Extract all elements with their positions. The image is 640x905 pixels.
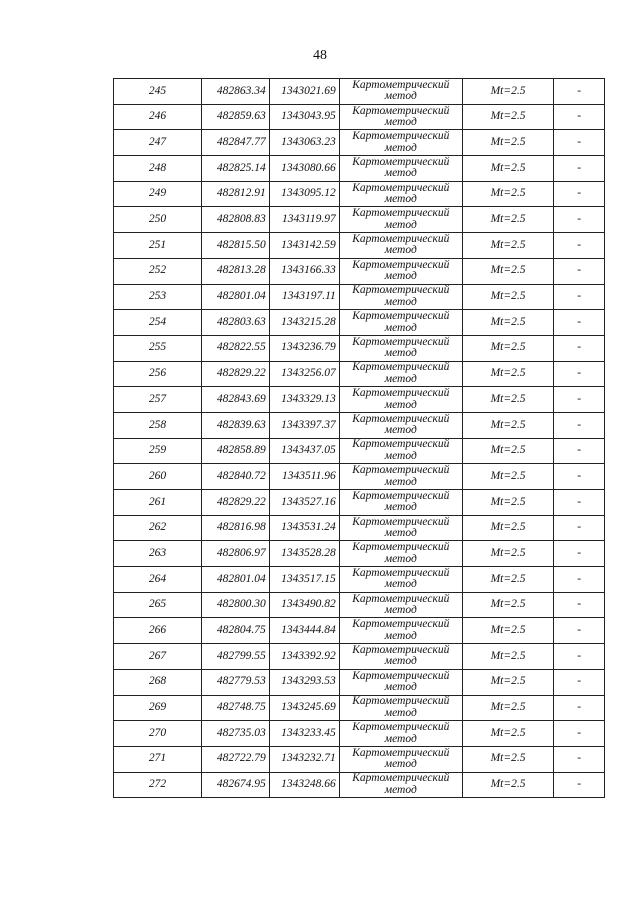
point-number-cell: 264 — [114, 567, 202, 593]
table-row — [114, 335, 605, 361]
method-line-2: метод — [384, 578, 417, 591]
y-coordinate-cell: 1343080.66 — [269, 156, 339, 182]
accuracy-cell: Mt=2.5 — [462, 515, 554, 541]
y-coordinate-cell: 1343329.13 — [269, 387, 339, 413]
point-number-cell: 245 — [114, 79, 202, 105]
method-cell — [339, 335, 462, 361]
method-cell — [339, 567, 462, 593]
accuracy-cell: Mt=2.5 — [462, 618, 554, 644]
point-number-cell: 259 — [114, 438, 202, 464]
table-row — [114, 695, 605, 721]
x-coordinate-cell: 482801.04 — [202, 284, 270, 310]
y-coordinate-cell: 1343528.28 — [269, 541, 339, 567]
x-coordinate-cell: 482859.63 — [202, 104, 270, 130]
y-coordinate-cell: 1343397.37 — [269, 412, 339, 438]
method-line-1: Картометрический — [352, 721, 450, 734]
description-cell: - — [554, 515, 605, 541]
description-cell: - — [554, 592, 605, 618]
point-number-cell: 258 — [114, 412, 202, 438]
point-number-cell: 270 — [114, 721, 202, 747]
x-coordinate-cell: 482806.97 — [202, 541, 270, 567]
table-row — [114, 156, 605, 182]
accuracy-cell: Mt=2.5 — [462, 181, 554, 207]
description-cell: - — [554, 156, 605, 182]
table-row — [114, 130, 605, 156]
method-line-2: метод — [384, 295, 417, 308]
y-coordinate-cell: 1343293.53 — [269, 669, 339, 695]
method-line-2: метод — [384, 552, 417, 565]
accuracy-cell: Mt=2.5 — [462, 156, 554, 182]
method-cell — [339, 592, 462, 618]
x-coordinate-cell: 482800.30 — [202, 592, 270, 618]
point-number-cell: 266 — [114, 618, 202, 644]
table-row — [114, 79, 605, 105]
point-number-cell: 272 — [114, 772, 202, 798]
description-cell: - — [554, 130, 605, 156]
table-row — [114, 207, 605, 233]
method-cell — [339, 695, 462, 721]
table-row — [114, 284, 605, 310]
method-line-2: метод — [384, 244, 417, 257]
table-row — [114, 567, 605, 593]
accuracy-cell: Mt=2.5 — [462, 721, 554, 747]
x-coordinate-cell: 482735.03 — [202, 721, 270, 747]
method-line-2: метод — [384, 270, 417, 283]
table-row — [114, 772, 605, 798]
method-line-2: метод — [384, 424, 417, 437]
point-number-cell: 252 — [114, 258, 202, 284]
description-cell: - — [554, 104, 605, 130]
method-cell — [339, 258, 462, 284]
accuracy-cell: Mt=2.5 — [462, 669, 554, 695]
method-line-1: Картометрический — [352, 232, 450, 245]
description-cell: - — [554, 746, 605, 772]
table-row — [114, 669, 605, 695]
method-cell — [339, 156, 462, 182]
method-line-1: Картометрический — [352, 335, 450, 348]
y-coordinate-cell: 1343527.16 — [269, 490, 339, 516]
method-cell — [339, 412, 462, 438]
point-number-cell: 250 — [114, 207, 202, 233]
accuracy-cell: Mt=2.5 — [462, 79, 554, 105]
accuracy-cell: Mt=2.5 — [462, 130, 554, 156]
point-number-cell: 249 — [114, 181, 202, 207]
x-coordinate-cell: 482804.75 — [202, 618, 270, 644]
method-line-1: Картометрический — [352, 515, 450, 528]
description-cell: - — [554, 618, 605, 644]
y-coordinate-cell: 1343197.11 — [269, 284, 339, 310]
method-cell — [339, 181, 462, 207]
description-cell: - — [554, 284, 605, 310]
accuracy-cell: Mt=2.5 — [462, 772, 554, 798]
point-number-cell: 265 — [114, 592, 202, 618]
method-line-1: Картометрический — [352, 258, 450, 271]
method-line-2: метод — [384, 398, 417, 411]
method-cell — [339, 721, 462, 747]
x-coordinate-cell: 482822.55 — [202, 335, 270, 361]
method-line-2: метод — [384, 706, 417, 719]
method-line-2: метод — [384, 193, 417, 206]
y-coordinate-cell: 1343021.69 — [269, 79, 339, 105]
method-line-2: метод — [384, 629, 417, 642]
table-row — [114, 233, 605, 259]
description-cell: - — [554, 233, 605, 259]
x-coordinate-cell: 482858.89 — [202, 438, 270, 464]
y-coordinate-cell: 1343166.33 — [269, 258, 339, 284]
method-line-1: Картометрический — [352, 207, 450, 220]
accuracy-cell: Mt=2.5 — [462, 207, 554, 233]
method-line-1: Картометрический — [352, 489, 450, 502]
y-coordinate-cell: 1343095.12 — [269, 181, 339, 207]
table-row — [114, 746, 605, 772]
accuracy-cell: Mt=2.5 — [462, 592, 554, 618]
method-line-2: метод — [384, 167, 417, 180]
accuracy-cell: Mt=2.5 — [462, 104, 554, 130]
method-line-2: метод — [384, 732, 417, 745]
description-cell: - — [554, 695, 605, 721]
y-coordinate-cell: 1343142.59 — [269, 233, 339, 259]
x-coordinate-cell: 482829.22 — [202, 361, 270, 387]
x-coordinate-cell: 482803.63 — [202, 310, 270, 336]
method-line-1: Картометрический — [352, 772, 450, 785]
accuracy-cell: Mt=2.5 — [462, 695, 554, 721]
method-line-1: Картометрический — [352, 130, 450, 143]
method-cell — [339, 618, 462, 644]
method-line-2: метод — [384, 347, 417, 360]
point-number-cell: 256 — [114, 361, 202, 387]
x-coordinate-cell: 482825.14 — [202, 156, 270, 182]
method-line-2: метод — [384, 372, 417, 385]
point-number-cell: 255 — [114, 335, 202, 361]
y-coordinate-cell: 1343063.23 — [269, 130, 339, 156]
method-line-1: Картометрический — [352, 361, 450, 374]
method-cell — [339, 130, 462, 156]
method-line-1: Картометрический — [352, 592, 450, 605]
method-line-2: метод — [384, 218, 417, 231]
method-line-2: метод — [384, 90, 417, 103]
y-coordinate-cell: 1343531.24 — [269, 515, 339, 541]
accuracy-cell: Mt=2.5 — [462, 361, 554, 387]
method-line-1: Картометрический — [352, 387, 450, 400]
method-cell — [339, 464, 462, 490]
table-row — [114, 618, 605, 644]
y-coordinate-cell: 1343043.95 — [269, 104, 339, 130]
method-line-1: Картометрический — [352, 104, 450, 117]
method-cell — [339, 310, 462, 336]
point-number-cell: 251 — [114, 233, 202, 259]
method-line-1: Картометрический — [352, 566, 450, 579]
description-cell: - — [554, 387, 605, 413]
method-line-1: Картометрический — [352, 438, 450, 451]
accuracy-cell: Mt=2.5 — [462, 644, 554, 670]
y-coordinate-cell: 1343248.66 — [269, 772, 339, 798]
method-line-1: Картометрический — [352, 541, 450, 554]
description-cell: - — [554, 772, 605, 798]
table-row — [114, 438, 605, 464]
method-cell — [339, 104, 462, 130]
description-cell: - — [554, 567, 605, 593]
point-number-cell: 271 — [114, 746, 202, 772]
accuracy-cell: Mt=2.5 — [462, 438, 554, 464]
table-row — [114, 592, 605, 618]
description-cell: - — [554, 207, 605, 233]
method-line-1: Картометрический — [352, 284, 450, 297]
coordinates-table-body — [114, 79, 605, 798]
accuracy-cell: Mt=2.5 — [462, 490, 554, 516]
y-coordinate-cell: 1343517.15 — [269, 567, 339, 593]
description-cell: - — [554, 181, 605, 207]
x-coordinate-cell: 482816.98 — [202, 515, 270, 541]
table-row — [114, 721, 605, 747]
method-line-1: Картометрический — [352, 618, 450, 631]
method-line-2: метод — [384, 141, 417, 154]
x-coordinate-cell: 482843.69 — [202, 387, 270, 413]
point-number-cell: 263 — [114, 541, 202, 567]
method-cell — [339, 541, 462, 567]
accuracy-cell: Mt=2.5 — [462, 258, 554, 284]
point-number-cell: 248 — [114, 156, 202, 182]
table-row — [114, 644, 605, 670]
x-coordinate-cell: 482722.79 — [202, 746, 270, 772]
description-cell: - — [554, 412, 605, 438]
y-coordinate-cell: 1343490.82 — [269, 592, 339, 618]
x-coordinate-cell: 482748.75 — [202, 695, 270, 721]
accuracy-cell: Mt=2.5 — [462, 412, 554, 438]
point-number-cell: 267 — [114, 644, 202, 670]
description-cell: - — [554, 79, 605, 105]
accuracy-cell: Mt=2.5 — [462, 387, 554, 413]
x-coordinate-cell: 482808.83 — [202, 207, 270, 233]
y-coordinate-cell: 1343236.79 — [269, 335, 339, 361]
point-number-cell: 261 — [114, 490, 202, 516]
method-cell — [339, 515, 462, 541]
method-line-2: метод — [384, 604, 417, 617]
y-coordinate-cell: 1343119.97 — [269, 207, 339, 233]
description-cell: - — [554, 541, 605, 567]
method-cell — [339, 79, 462, 105]
method-cell — [339, 207, 462, 233]
point-number-cell: 247 — [114, 130, 202, 156]
accuracy-cell: Mt=2.5 — [462, 746, 554, 772]
method-cell — [339, 490, 462, 516]
method-line-2: метод — [384, 475, 417, 488]
method-line-1: Картометрический — [352, 310, 450, 323]
method-line-1: Картометрический — [352, 464, 450, 477]
y-coordinate-cell: 1343245.69 — [269, 695, 339, 721]
point-number-cell: 269 — [114, 695, 202, 721]
table-row — [114, 361, 605, 387]
accuracy-cell: Mt=2.5 — [462, 541, 554, 567]
method-cell — [339, 387, 462, 413]
table-row — [114, 464, 605, 490]
accuracy-cell: Mt=2.5 — [462, 284, 554, 310]
table-row — [114, 490, 605, 516]
method-line-1: Картометрический — [352, 695, 450, 708]
method-cell — [339, 746, 462, 772]
method-line-1: Картометрический — [352, 746, 450, 759]
description-cell: - — [554, 644, 605, 670]
description-cell: - — [554, 258, 605, 284]
x-coordinate-cell: 482847.77 — [202, 130, 270, 156]
description-cell: - — [554, 669, 605, 695]
x-coordinate-cell: 482801.04 — [202, 567, 270, 593]
point-number-cell: 262 — [114, 515, 202, 541]
accuracy-cell: Mt=2.5 — [462, 310, 554, 336]
y-coordinate-cell: 1343392.92 — [269, 644, 339, 670]
method-line-1: Картометрический — [352, 643, 450, 656]
method-cell — [339, 438, 462, 464]
method-line-2: метод — [384, 758, 417, 771]
coordinates-table — [113, 78, 605, 798]
method-line-2: метод — [384, 501, 417, 514]
accuracy-cell: Mt=2.5 — [462, 567, 554, 593]
y-coordinate-cell: 1343233.45 — [269, 721, 339, 747]
y-coordinate-cell: 1343256.07 — [269, 361, 339, 387]
page-number: 48 — [313, 48, 327, 63]
method-cell — [339, 669, 462, 695]
x-coordinate-cell: 482812.91 — [202, 181, 270, 207]
table-row — [114, 387, 605, 413]
description-cell: - — [554, 721, 605, 747]
table-row — [114, 541, 605, 567]
method-line-2: метод — [384, 116, 417, 129]
point-number-cell: 254 — [114, 310, 202, 336]
method-line-2: метод — [384, 655, 417, 668]
point-number-cell: 253 — [114, 284, 202, 310]
table-row — [114, 412, 605, 438]
method-cell — [339, 644, 462, 670]
method-cell — [339, 772, 462, 798]
y-coordinate-cell: 1343444.84 — [269, 618, 339, 644]
x-coordinate-cell: 482779.53 — [202, 669, 270, 695]
method-line-2: метод — [384, 681, 417, 694]
point-number-cell: 260 — [114, 464, 202, 490]
accuracy-cell: Mt=2.5 — [462, 335, 554, 361]
y-coordinate-cell: 1343437.05 — [269, 438, 339, 464]
x-coordinate-cell: 482815.50 — [202, 233, 270, 259]
method-cell — [339, 233, 462, 259]
x-coordinate-cell: 482839.63 — [202, 412, 270, 438]
method-line-1: Картометрический — [352, 181, 450, 194]
x-coordinate-cell: 482674.95 — [202, 772, 270, 798]
description-cell: - — [554, 490, 605, 516]
x-coordinate-cell: 482840.72 — [202, 464, 270, 490]
method-line-1: Картометрический — [352, 669, 450, 682]
table-row — [114, 258, 605, 284]
description-cell: - — [554, 361, 605, 387]
point-number-cell: 246 — [114, 104, 202, 130]
x-coordinate-cell: 482813.28 — [202, 258, 270, 284]
y-coordinate-cell: 1343511.96 — [269, 464, 339, 490]
method-line-2: метод — [384, 527, 417, 540]
method-cell — [339, 361, 462, 387]
y-coordinate-cell: 1343232.71 — [269, 746, 339, 772]
table-row — [114, 515, 605, 541]
x-coordinate-cell: 482863.34 — [202, 79, 270, 105]
point-number-cell: 257 — [114, 387, 202, 413]
method-line-2: метод — [384, 783, 417, 796]
description-cell: - — [554, 464, 605, 490]
description-cell: - — [554, 335, 605, 361]
description-cell: - — [554, 438, 605, 464]
table-row — [114, 310, 605, 336]
y-coordinate-cell: 1343215.28 — [269, 310, 339, 336]
method-line-2: метод — [384, 321, 417, 334]
x-coordinate-cell: 482829.22 — [202, 490, 270, 516]
accuracy-cell: Mt=2.5 — [462, 464, 554, 490]
table-row — [114, 104, 605, 130]
accuracy-cell: Mt=2.5 — [462, 233, 554, 259]
method-line-1: Картометрический — [352, 78, 450, 91]
method-line-2: метод — [384, 449, 417, 462]
method-line-1: Картометрический — [352, 412, 450, 425]
x-coordinate-cell: 482799.55 — [202, 644, 270, 670]
point-number-cell: 268 — [114, 669, 202, 695]
table-row — [114, 181, 605, 207]
description-cell: - — [554, 310, 605, 336]
method-line-1: Картометрический — [352, 155, 450, 168]
method-cell — [339, 284, 462, 310]
